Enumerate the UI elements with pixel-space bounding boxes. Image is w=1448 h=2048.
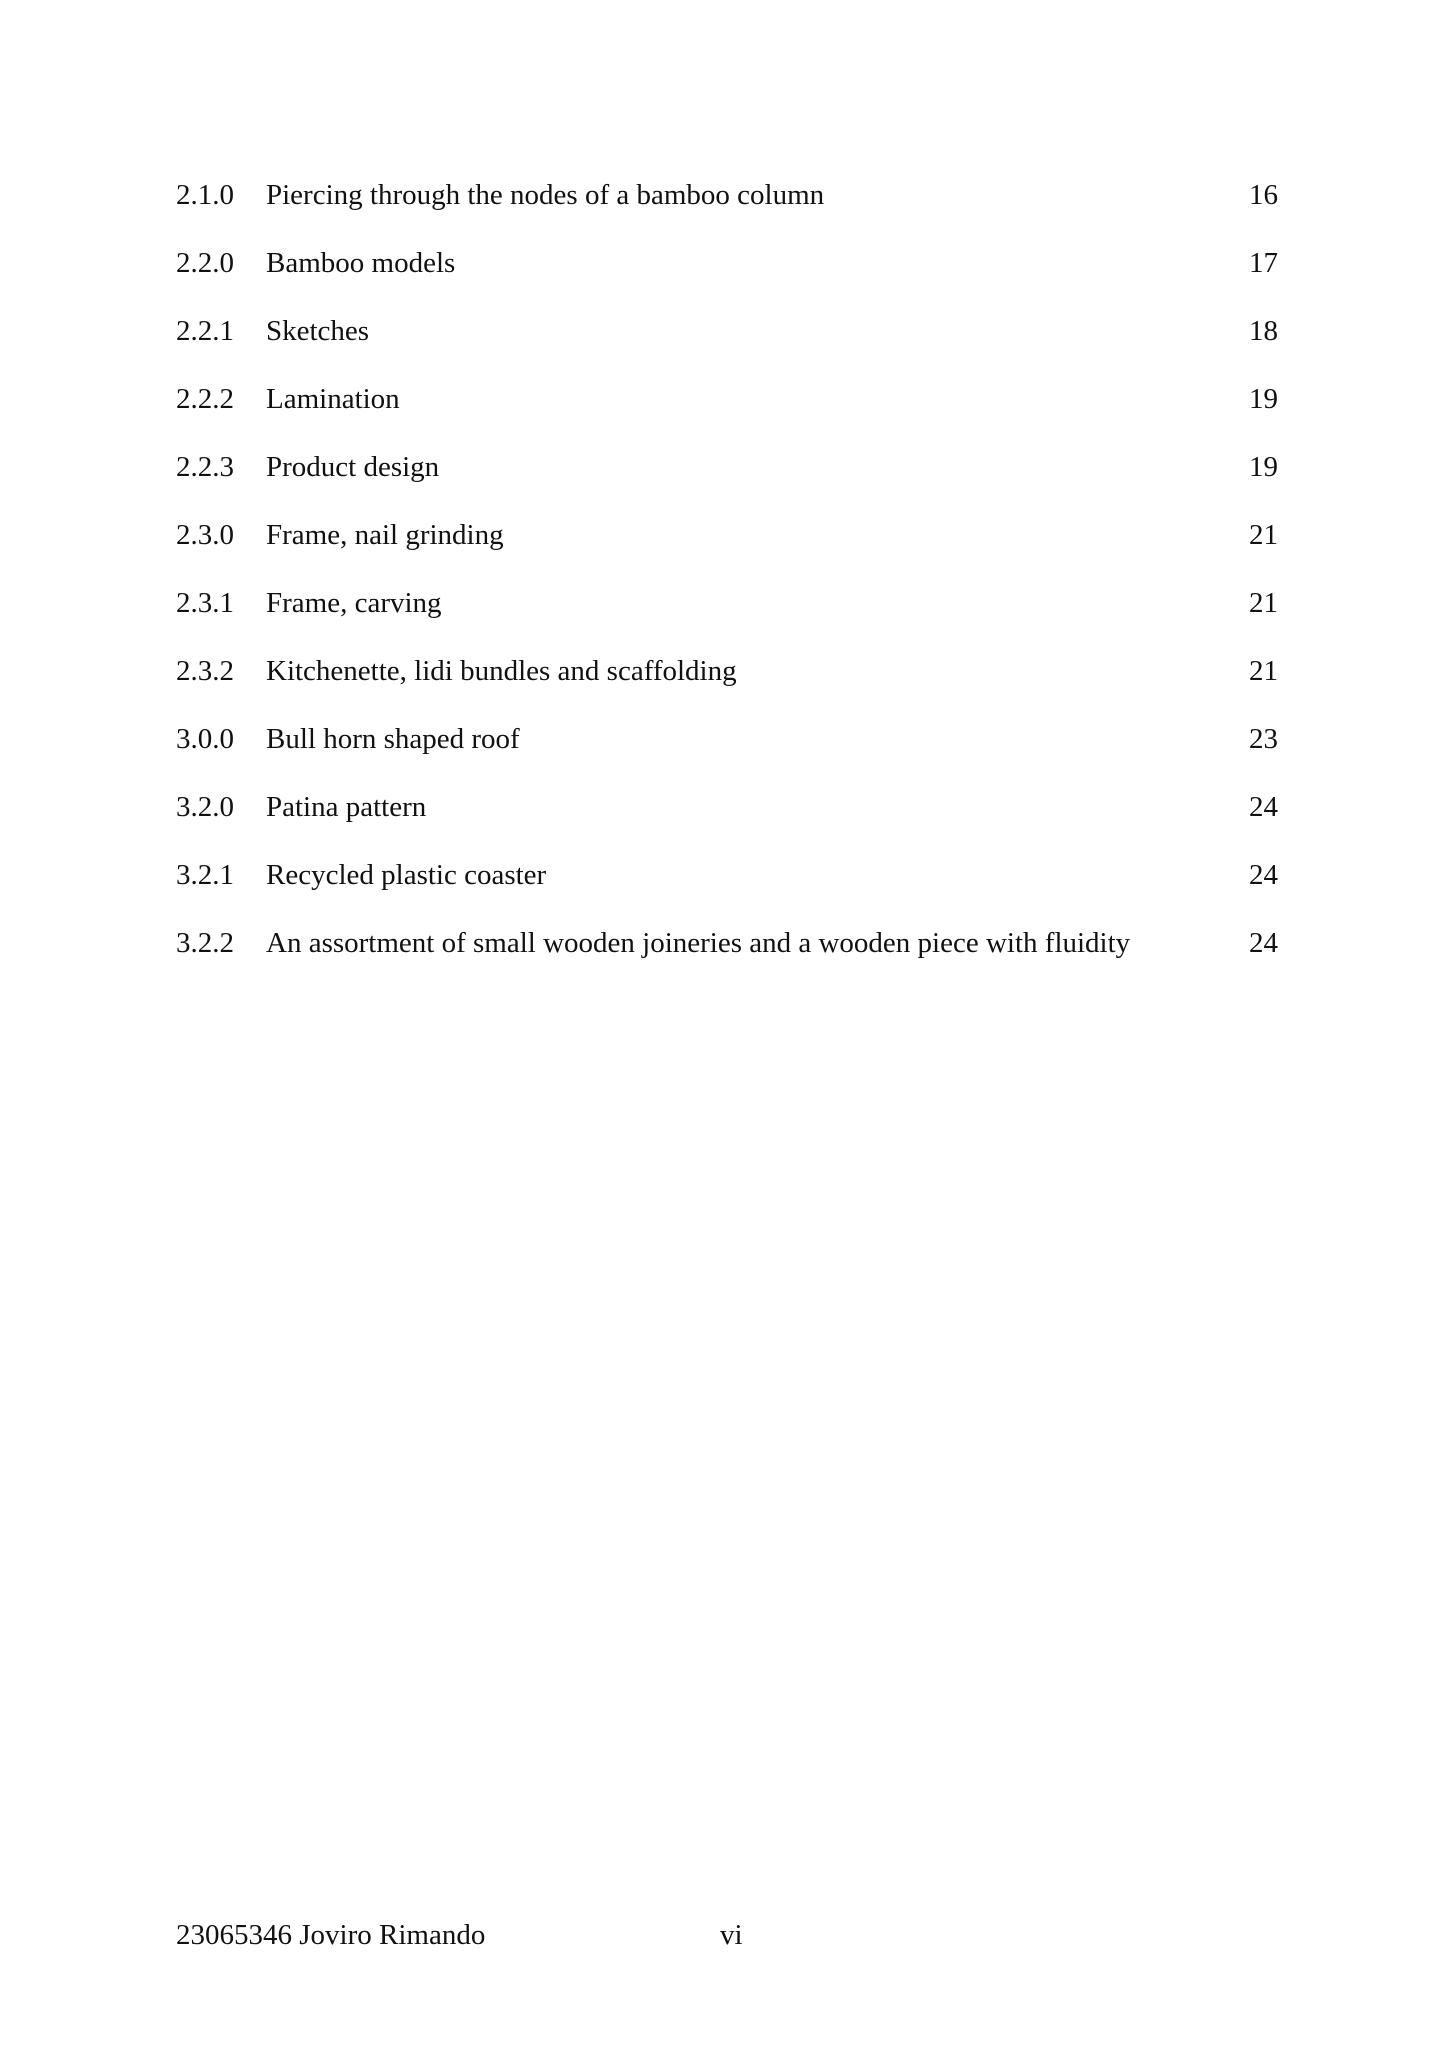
toc-entry-title: Lamination [266, 383, 400, 415]
toc-entry-number: 3.0.0 [176, 723, 234, 755]
toc-entry-number: 2.2.1 [176, 315, 234, 347]
toc-entry-page: 19 [1249, 383, 1278, 415]
toc-entry-title: Piercing through the nodes of a bamboo column [266, 179, 825, 211]
table-of-figures-list [176, 170, 1278, 986]
toc-entry-title: Product design [266, 451, 440, 483]
toc-entry-title: Frame, nail grinding [266, 519, 504, 551]
toc-entry-page: 19 [1249, 451, 1278, 483]
toc-entry-page: 24 [1249, 859, 1278, 891]
toc-entry-title: Bamboo models [266, 247, 456, 279]
toc-entry-number: 2.2.3 [176, 451, 234, 483]
toc-entry-number: 2.3.2 [176, 655, 234, 687]
toc-entry-number: 3.2.1 [176, 859, 234, 891]
toc-entry [176, 510, 1278, 578]
toc-entry [176, 238, 1278, 306]
toc-entry-title: An assortment of small wooden joineries and a wooden piece with fluidity [266, 927, 1131, 959]
toc-entry [176, 782, 1278, 850]
toc-entry [176, 170, 1278, 238]
toc-entry-page: 21 [1249, 655, 1278, 687]
toc-entry [176, 646, 1278, 714]
toc-entry-title: Recycled plastic coaster [266, 859, 547, 891]
toc-entry-page: 17 [1249, 247, 1278, 279]
toc-entry [176, 578, 1278, 646]
toc-entry-page: 21 [1249, 519, 1278, 551]
toc-entry-title: Bull horn shaped roof [266, 723, 520, 755]
toc-entry-number: 2.3.1 [176, 587, 234, 619]
toc-entry [176, 850, 1278, 918]
toc-entry-page: 21 [1249, 587, 1278, 619]
toc-entry-title: Kitchenette, lidi bundles and scaffolding [266, 655, 737, 687]
toc-entry-page: 24 [1249, 927, 1278, 959]
toc-entry-title: Patina pattern [266, 791, 427, 823]
toc-entry-number: 2.3.0 [176, 519, 234, 551]
page-footer [176, 1915, 876, 1955]
toc-entry [176, 306, 1278, 374]
toc-entry-number: 3.2.0 [176, 791, 234, 823]
toc-entry-number: 2.2.2 [176, 383, 234, 415]
toc-entry [176, 442, 1278, 510]
footer-author-line: 23065346 Joviro Rimando [176, 1919, 486, 1951]
footer-page-number: vi [720, 1919, 743, 1951]
toc-entry-number: 2.2.0 [176, 247, 234, 279]
toc-entry-title: Frame, carving [266, 587, 442, 619]
toc-entry-page: 23 [1249, 723, 1278, 755]
toc-entry-page: 16 [1249, 179, 1278, 211]
toc-entry-page: 18 [1249, 315, 1278, 347]
toc-entry [176, 918, 1278, 986]
toc-entry [176, 714, 1278, 782]
toc-entry-number: 2.1.0 [176, 179, 234, 211]
toc-entry [176, 374, 1278, 442]
toc-entry-title: Sketches [266, 315, 370, 347]
toc-entry-page: 24 [1249, 791, 1278, 823]
toc-entry-number: 3.2.2 [176, 927, 234, 959]
